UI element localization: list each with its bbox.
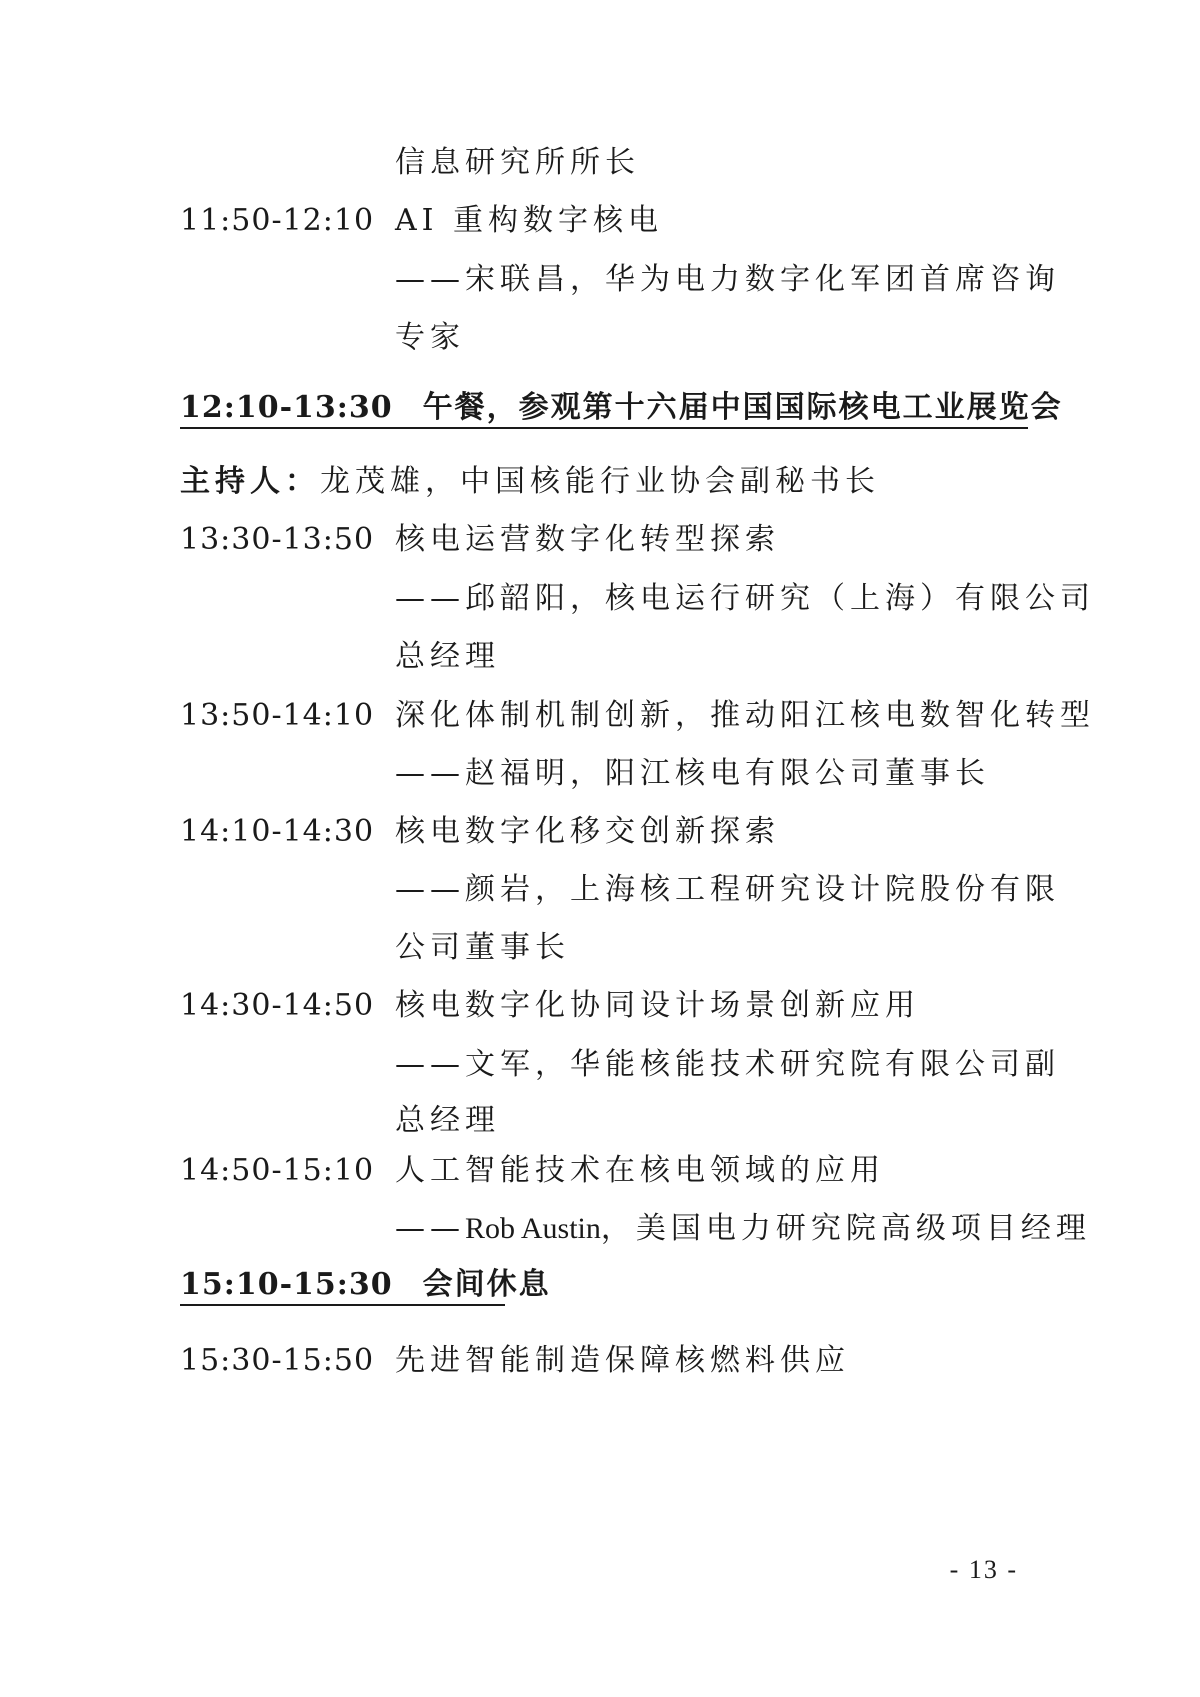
agenda-break-rest bbox=[180, 1266, 551, 1306]
agenda-time: 11:50-12:10 bbox=[180, 203, 375, 238]
agenda-speaker-continuation: 专家 bbox=[395, 320, 465, 355]
speaker-affiliation: ，美国电力研究院高级项目经理 bbox=[600, 1211, 1091, 1246]
agenda-title: 深化体制机制创新，推动阳江核电数智化转型 bbox=[395, 698, 1095, 733]
agenda-speaker-continuation: 总经理 bbox=[395, 1103, 500, 1138]
agenda-time: 14:30-14:50 bbox=[180, 988, 375, 1023]
host-name: 龙茂雄，中国核能行业协会副秘书长 bbox=[320, 464, 880, 499]
agenda-time: 14:10-14:30 bbox=[180, 814, 375, 849]
agenda-title: 核电数字化移交创新探索 bbox=[395, 814, 780, 849]
agenda-speaker: ——颜岩，上海核工程研究设计院股份有限 bbox=[395, 872, 1060, 907]
agenda-speaker: ——赵福明，阳江核电有限公司董事长 bbox=[395, 756, 990, 791]
agenda-speaker-continuation: 公司董事长 bbox=[395, 930, 570, 965]
agenda-time: 13:50-14:10 bbox=[180, 698, 375, 733]
agenda-title: 先进智能制造保障核燃料供应 bbox=[395, 1343, 850, 1378]
agenda-speaker: ——文军，华能核能技术研究院有限公司副 bbox=[395, 1047, 1060, 1082]
agenda-speaker: ——邱韶阳，核电运行研究（上海）有限公司 bbox=[395, 581, 1095, 616]
agenda-title: 核电数字化协同设计场景创新应用 bbox=[395, 988, 920, 1023]
agenda-title: 核电运营数字化转型探索 bbox=[395, 522, 780, 557]
agenda-break-lunch bbox=[180, 389, 1063, 429]
break-title: 午餐，参观第十六届中国国际核电工业展览会 bbox=[422, 390, 1063, 425]
agenda-speaker-continuation: 信息研究所所长 bbox=[395, 145, 640, 180]
break-title: 会间休息 bbox=[422, 1267, 551, 1302]
agenda-title: 人工智能技术在核电领域的应用 bbox=[395, 1153, 885, 1188]
host-label: 主持人： bbox=[180, 464, 320, 499]
page-number: - 13 - bbox=[949, 1555, 1018, 1584]
speaker-name: Rob Austin bbox=[465, 1212, 601, 1245]
agenda-speaker bbox=[395, 1209, 1091, 1249]
speaker-dash: —— bbox=[395, 1211, 465, 1246]
agenda-time: 13:30-13:50 bbox=[180, 522, 375, 557]
agenda-title: AI 重构数字核电 bbox=[395, 203, 664, 238]
agenda-time: 14:50-15:10 bbox=[180, 1153, 375, 1188]
break-time: 12:10-13:30 bbox=[180, 390, 393, 425]
session-host bbox=[180, 462, 880, 502]
agenda-time: 15:30-15:50 bbox=[180, 1343, 375, 1378]
break-time: 15:10-15:30 bbox=[180, 1267, 393, 1302]
agenda-speaker-continuation: 总经理 bbox=[395, 639, 500, 674]
agenda-speaker: ——宋联昌，华为电力数字化军团首席咨询 bbox=[395, 262, 1060, 297]
